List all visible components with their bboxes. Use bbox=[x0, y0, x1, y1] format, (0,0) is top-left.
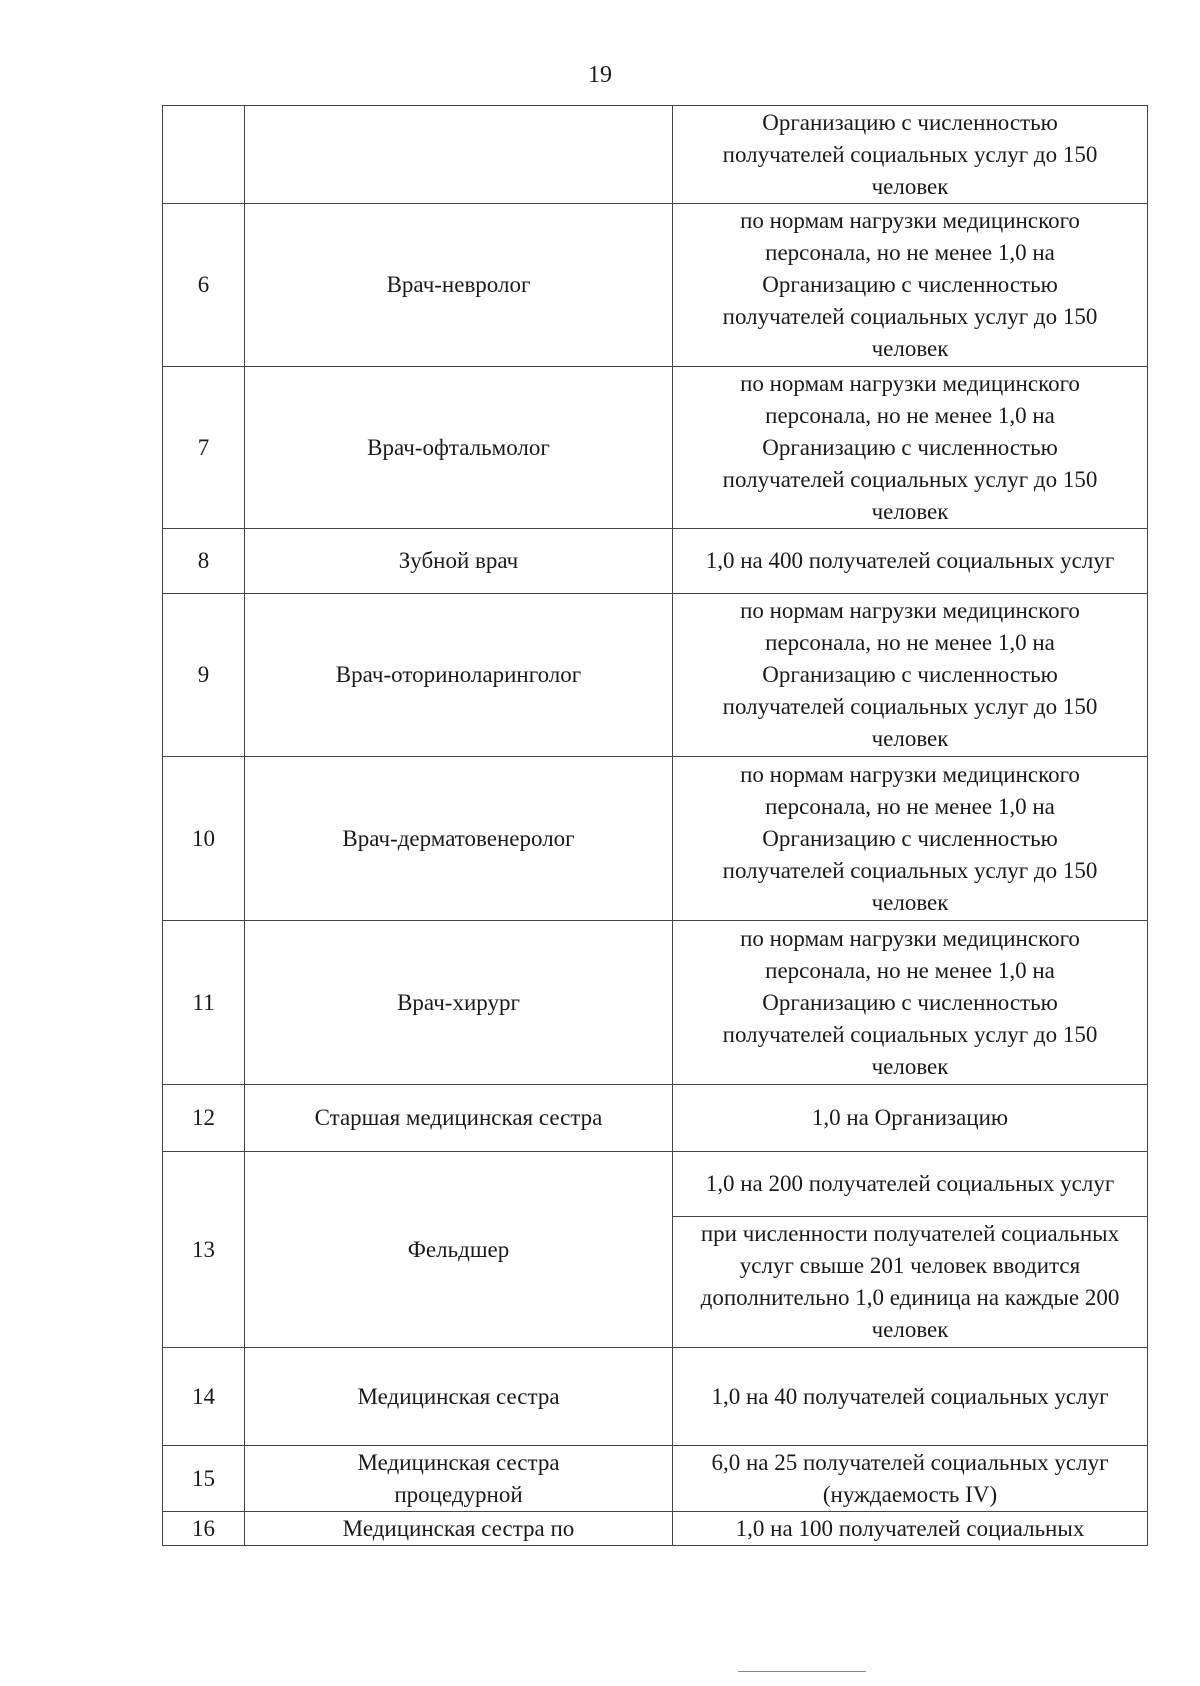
staffing-table bbox=[162, 105, 1148, 1546]
staffing-norm: 1,0 на 100 получателей социальных bbox=[673, 1512, 1148, 1546]
row-number: 13 bbox=[163, 1152, 245, 1348]
staffing-norm: при численности получателей социальных услуг свыше 201 человек вводится дополнительно 1,0 единица на каждые 200 человек bbox=[673, 1217, 1148, 1348]
row-number: 10 bbox=[163, 757, 245, 921]
page-number: 19 bbox=[588, 62, 612, 88]
row-number: 8 bbox=[163, 529, 245, 594]
position-name: Зубной врач bbox=[245, 529, 673, 594]
row-number: 15 bbox=[163, 1446, 245, 1512]
staffing-norm: по нормам нагрузки медицинского персонала, но не менее 1,0 на Организацию с численностью получателей социальных услуг до 150 человек bbox=[673, 204, 1148, 367]
table-row bbox=[163, 1446, 1148, 1512]
table-row bbox=[163, 921, 1148, 1085]
position-name: Медицинская сестра процедурной bbox=[245, 1446, 673, 1512]
table-row bbox=[163, 367, 1148, 529]
position-name: Врач-дерматовенеролог bbox=[245, 757, 673, 921]
staffing-norm: Организацию с численностью получателей социальных услуг до 150 человек bbox=[673, 106, 1148, 204]
position-name: Старшая медицинская сестра bbox=[245, 1085, 673, 1152]
row-number: 6 bbox=[163, 204, 245, 367]
table-row bbox=[163, 1085, 1148, 1152]
staffing-norm: по нормам нагрузки медицинского персонала, но не менее 1,0 на Организацию с численностью получателей социальных услуг до 150 человек bbox=[673, 757, 1148, 921]
row-number: 12 bbox=[163, 1085, 245, 1152]
table-row bbox=[163, 594, 1148, 757]
position-name: Врач-хирург bbox=[245, 921, 673, 1085]
bottom-rule bbox=[738, 1671, 866, 1672]
table-row bbox=[163, 106, 1148, 204]
staffing-norm: 1,0 на 400 получателей социальных услуг bbox=[673, 529, 1148, 594]
staffing-norm: по нормам нагрузки медицинского персонала, но не менее 1,0 на Организацию с численностью получателей социальных услуг до 150 человек bbox=[673, 594, 1148, 757]
row-number bbox=[163, 106, 245, 204]
position-name: Медицинская сестра bbox=[245, 1348, 673, 1446]
row-number: 9 bbox=[163, 594, 245, 757]
table-row bbox=[163, 1152, 1148, 1217]
position-name bbox=[245, 106, 673, 204]
row-number: 7 bbox=[163, 367, 245, 529]
staffing-norm: 1,0 на 200 получателей социальных услуг bbox=[673, 1152, 1148, 1217]
staffing-norm: 1,0 на 40 получателей социальных услуг bbox=[673, 1348, 1148, 1446]
position-name: Врач-невролог bbox=[245, 204, 673, 367]
row-number: 14 bbox=[163, 1348, 245, 1446]
staffing-norm: по нормам нагрузки медицинского персонала, но не менее 1,0 на Организацию с численностью получателей социальных услуг до 150 человек bbox=[673, 921, 1148, 1085]
row-number: 11 bbox=[163, 921, 245, 1085]
table-row bbox=[163, 1348, 1148, 1446]
table-row bbox=[163, 204, 1148, 367]
row-number: 16 bbox=[163, 1512, 245, 1546]
staffing-norm: 1,0 на Организацию bbox=[673, 1085, 1148, 1152]
table-row bbox=[163, 529, 1148, 594]
table-row bbox=[163, 757, 1148, 921]
position-name: Врач-офтальмолог bbox=[245, 367, 673, 529]
position-name: Врач-оториноларинголог bbox=[245, 594, 673, 757]
position-name: Фельдшер bbox=[245, 1152, 673, 1348]
staffing-norm: 6,0 на 25 получателей социальных услуг (нуждаемость IV) bbox=[673, 1446, 1148, 1512]
position-name: Медицинская сестра по bbox=[245, 1512, 673, 1546]
staffing-norm: по нормам нагрузки медицинского персонала, но не менее 1,0 на Организацию с численностью получателей социальных услуг до 150 человек bbox=[673, 367, 1148, 529]
table-row bbox=[163, 1512, 1148, 1546]
